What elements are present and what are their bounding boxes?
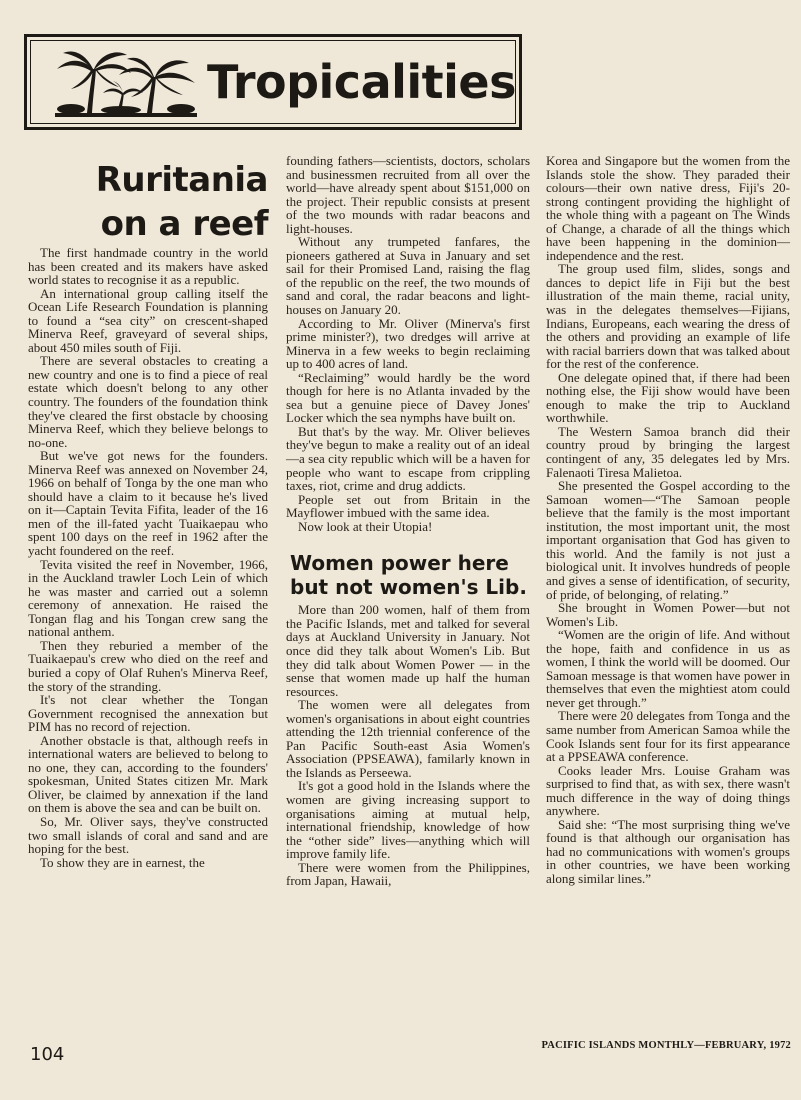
paragraph: It's got a good hold in the Islands where the women are giving increasing support to organisations aiming at mutual help, international friendship, knowledge of how the “other side” lives—anything which will improve family life. <box>286 778 530 862</box>
section-title: Tropicalities <box>207 55 516 109</box>
paragraph: An international group calling itself the Ocean Life Research Foundation is planning to found a “sea city” on crescent-shaped Minerva Reef, graveyard of several ships, about 450 miles south of Fiji. <box>28 285 268 355</box>
paragraph: She presented the Gospel according to the Samoan women—“The Samoan people believe that the family is the most important institution, the most important unit, the most important organisation that God has given to this world. And the family is not just a biological unit. It involves hundreds of people and gives a sense of identification, of security, of pride, of belonging, of relating.” <box>546 478 790 602</box>
paragraph: Another obstacle is that, although reefs in international waters are believed to belong to no one, they can, according to the founders' spokesman, United States citizen Mr. Mark Oliver, be claimed by annexation if the land on them is above the sea and can be built on. <box>28 732 268 816</box>
paragraph: Then they reburied a member of the Tuaikaepau's crew who died on the reef and buried a copy of Olaf Ruhen's Minerva Reef, the story of the stranding. <box>28 637 268 694</box>
paragraph: People set out from Britain in the Mayflower imbued with the same idea. <box>286 491 530 521</box>
paragraph: Tevita visited the reef in November, 1966, in the Auckland trawler Loch Lein of which he was master and carried out a solemn ceremony of annexation. He raised the Tongan flag and his Tongan crew sang the national anthem. <box>28 556 268 640</box>
section-masthead <box>24 34 522 130</box>
paragraph: Korea and Singapore but the women from the Islands stole the show. They paraded their colours—their own native dress, Fiji's 20-strong contingent providing the highlight of the whole thing with a pageant on The Winds of Change, a charade of all the things which have been happening in the dominion—independence and the rest. <box>546 153 790 263</box>
paragraph: There were women from the Philippines, from Japan, Hawaii, <box>286 859 530 889</box>
paragraph: The women were all delegates from women's organisations in about eight countries attending the 12th triennial conference of the Pan Pacific South-east Asia Women's Association (PPSEAWA), familarly known in the Islands as Perseewa. <box>286 697 530 780</box>
paragraph: It's not clear whether the Tongan Government recognised the annexation but PIM has no record of rejection. <box>28 692 268 735</box>
paragraph: She brought in Women Power—but not Women's Lib. <box>546 600 790 629</box>
paragraph: Without any trumpeted fanfares, the pioneers gathered at Suva in January and set sail for their Promised Land, raising the flag of the republic on the reef, the two mounds of sand and coral, the radar beacons and light-houses on January 20. <box>286 234 530 318</box>
article-subhead: Women power here but not women's Lib. <box>290 551 527 600</box>
page-number: 104 <box>30 1044 65 1065</box>
paragraph: But we've got news for the founders. Minerva Reef was annexed on November 24, 1966 on behalf of Tonga by the one man who should have a claim to it because he's lived on it—Captain Tevita Fifita, leader of the 16 men of the ill-fated yacht Tuaikaepau who spent 100 days on the reef in 1962 after the yacht foundered on the reef. <box>28 448 268 559</box>
paragraph: “Reclaiming” would hardly be the word though for here is no Atlanta invaded by the sea but a genuine piece of Davey Jones' Locker which the sea nymphs have built on. <box>286 369 530 426</box>
paragraph: Now look at their Utopia! <box>298 518 433 534</box>
paragraph: According to Mr. Oliver (Minerva's first prime minister?), two dredges will arrive at Minerva in a few weeks to begin reclaiming up to 400 acres of land. <box>286 315 530 372</box>
paragraph: There were 20 delegates from Tonga and the same number from American Samoa while the Cook Islands sent four for its first appearance at a PPSEAWA conference. <box>546 708 790 765</box>
paragraph: Said she: “The most surprising thing we've found is that although our organisation has had no communications with women's groups in other countries, we have been working along similar lines.” <box>546 816 790 886</box>
paragraph: “Women are the origin of life. And without the hope, faith and confidence in us as women, I think the world will be doomed. Our Samoan message is that women have power in themselves that even the mightiest atom could never get through.” <box>546 627 790 710</box>
paragraph: To show they are in earnest, the <box>40 854 205 870</box>
paragraph: founding fathers—scientists, doctors, scholars and businessmen recruited from all over the world—have already spent about $151,000 on the project. Their republic consists at present of the two mounds with radar beacons and light-houses. <box>286 153 530 236</box>
paragraph: The group used film, slides, songs and dances to depict life in Fiji but the best illustration of the main theme, racial unity, was in the delegates themselves—Fijians, Indians, Europeans, each wearing the dress of the others and providing an example of life with racial barriers down that was talked about for the rest of the conference. <box>546 261 790 372</box>
column-3 <box>546 154 790 886</box>
column-2 <box>286 154 530 888</box>
palm-trees-icon <box>51 47 201 117</box>
paragraph: But that's by the way. Mr. Oliver believes they've begun to make a reality out of an ideal—a sea city republic which will be a haven for people who want to escape from crippling taxes, riot, crime and drug addicts. <box>286 423 530 494</box>
paragraph: One delegate opined that, if there had been nothing else, the Fiji show would have been enough to make the trip to Auckland worthwhile. <box>546 369 790 426</box>
paragraph: There are several obstacles to creating a new country and one is to find a piece of real estate which doesn't belong to any other country. The founders of the foundation think they've cleared the first obstacle by choosing Minerva Reef, which they believe belongs to no-one. <box>28 353 268 450</box>
article-headline <box>60 158 268 246</box>
headline-line-2: on a reef <box>100 204 268 244</box>
paragraph: The Western Samoa branch did their country proud by bringing the largest contingent of any, 35 delegates led by Mrs. Falenaoti Tiresa Malietoa. <box>546 423 790 480</box>
headline-line-1: Ruritania <box>95 160 268 200</box>
paragraph: The first handmade country in the world has been created and its makers have asked world states to recognise it as a republic. <box>28 245 268 288</box>
paragraph: So, Mr. Oliver says, they've constructed two small islands of coral and sand and are hoping for the best. <box>28 813 268 857</box>
publication-line: PACIFIC ISLANDS MONTHLY—FEBRUARY, 1972 <box>541 1040 791 1051</box>
column-1 <box>28 246 268 869</box>
paragraph: Cooks leader Mrs. Louise Graham was surprised to find that, as with sex, there wasn't much difference in the way of doing things anywhere. <box>546 762 790 819</box>
masthead-inner-frame <box>30 40 516 124</box>
paragraph: More than 200 women, half of them from the Pacific Islands, met and talked for several days at Auckland University in January. Not once did they talk about Women's Lib. But they did talk about Women Power — in the sense that women made up half the human resources. <box>286 602 530 699</box>
